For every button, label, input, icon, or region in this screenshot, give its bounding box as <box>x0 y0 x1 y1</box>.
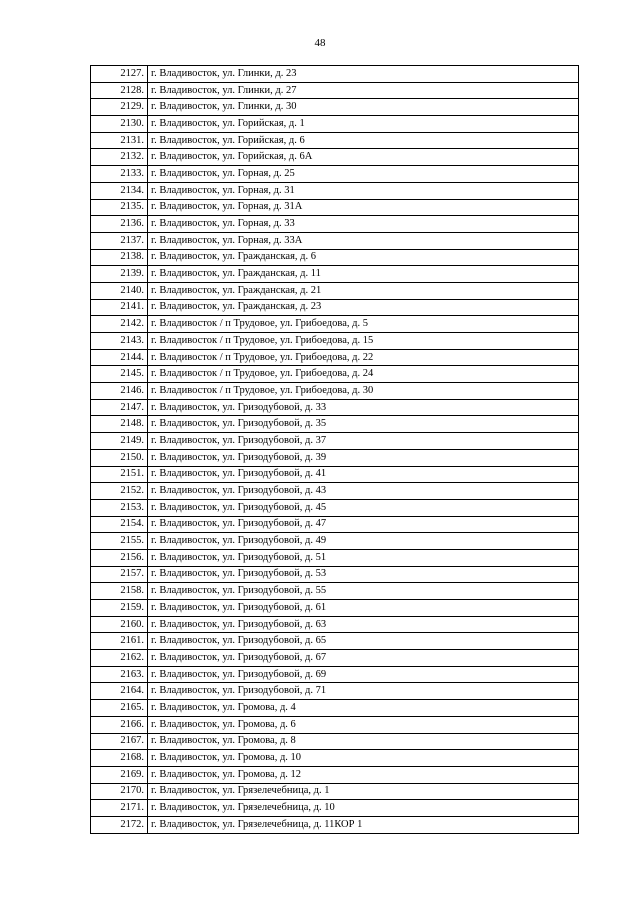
row-number: 2128. <box>91 82 148 99</box>
row-number: 2164. <box>91 683 148 700</box>
row-number: 2151. <box>91 466 148 483</box>
table-row <box>91 700 579 717</box>
table-row <box>91 249 579 266</box>
address-cell: г. Владивосток, ул. Горная, д. 31А <box>148 199 579 216</box>
table-row <box>91 366 579 383</box>
address-cell: г. Владивосток, ул. Гризодубовой, д. 65 <box>148 633 579 650</box>
row-number: 2153. <box>91 499 148 516</box>
address-cell: г. Владивосток, ул. Горная, д. 31 <box>148 182 579 199</box>
table-row <box>91 82 579 99</box>
table-row <box>91 232 579 249</box>
table-row <box>91 149 579 166</box>
address-cell: г. Владивосток, ул. Гризодубовой, д. 67 <box>148 650 579 667</box>
address-cell: г. Владивосток, ул. Горная, д. 33А <box>148 232 579 249</box>
address-cell: г. Владивосток, ул. Гражданская, д. 23 <box>148 299 579 316</box>
table-row <box>91 199 579 216</box>
row-number: 2136. <box>91 216 148 233</box>
row-number: 2129. <box>91 99 148 116</box>
table-row <box>91 600 579 617</box>
table-row <box>91 399 579 416</box>
table-row <box>91 466 579 483</box>
row-number: 2156. <box>91 549 148 566</box>
row-number: 2150. <box>91 449 148 466</box>
address-cell: г. Владивосток, ул. Гризодубовой, д. 41 <box>148 466 579 483</box>
address-cell: г. Владивосток / п Трудовое, ул. Грибоедова, д. 22 <box>148 349 579 366</box>
address-cell: г. Владивосток, ул. Грязелечебница, д. 11КОР 1 <box>148 816 579 833</box>
table-row <box>91 66 579 83</box>
table-row <box>91 783 579 800</box>
table-row <box>91 299 579 316</box>
table-row <box>91 633 579 650</box>
address-cell: г. Владивосток, ул. Гражданская, д. 11 <box>148 266 579 283</box>
address-cell: г. Владивосток, ул. Гризодубовой, д. 45 <box>148 499 579 516</box>
address-cell: г. Владивосток / п Трудовое, ул. Грибоедова, д. 15 <box>148 333 579 350</box>
row-number: 2168. <box>91 750 148 767</box>
row-number: 2142. <box>91 316 148 333</box>
address-cell: г. Владивосток, ул. Громова, д. 10 <box>148 750 579 767</box>
row-number: 2154. <box>91 516 148 533</box>
table-row <box>91 583 579 600</box>
table-row <box>91 316 579 333</box>
address-cell: г. Владивосток, ул. Горийская, д. 6А <box>148 149 579 166</box>
table-row <box>91 716 579 733</box>
table-row <box>91 433 579 450</box>
row-number: 2155. <box>91 533 148 550</box>
table-row <box>91 166 579 183</box>
row-number: 2138. <box>91 249 148 266</box>
table-row <box>91 549 579 566</box>
address-cell: г. Владивосток, ул. Гризодубовой, д. 55 <box>148 583 579 600</box>
row-number: 2139. <box>91 266 148 283</box>
row-number: 2169. <box>91 766 148 783</box>
address-cell: г. Владивосток, ул. Гризодубовой, д. 47 <box>148 516 579 533</box>
table-row <box>91 483 579 500</box>
row-number: 2134. <box>91 182 148 199</box>
table-row <box>91 216 579 233</box>
table-row <box>91 449 579 466</box>
row-number: 2152. <box>91 483 148 500</box>
address-cell: г. Владивосток, ул. Гражданская, д. 21 <box>148 282 579 299</box>
table-row <box>91 616 579 633</box>
address-cell: г. Владивосток, ул. Грязелечебница, д. 10 <box>148 800 579 817</box>
row-number: 2163. <box>91 666 148 683</box>
table-row <box>91 416 579 433</box>
address-cell: г. Владивосток, ул. Гризодубовой, д. 43 <box>148 483 579 500</box>
table-row <box>91 383 579 400</box>
address-cell: г. Владивосток, ул. Горийская, д. 1 <box>148 116 579 133</box>
row-number: 2137. <box>91 232 148 249</box>
address-cell: г. Владивосток, ул. Гризодубовой, д. 39 <box>148 449 579 466</box>
address-cell: г. Владивосток, ул. Громова, д. 12 <box>148 766 579 783</box>
table-row <box>91 766 579 783</box>
row-number: 2165. <box>91 700 148 717</box>
address-cell: г. Владивосток, ул. Грязелечебница, д. 1 <box>148 783 579 800</box>
address-cell: г. Владивосток, ул. Громова, д. 4 <box>148 700 579 717</box>
table-row <box>91 816 579 833</box>
row-number: 2159. <box>91 600 148 617</box>
row-number: 2140. <box>91 282 148 299</box>
table-row <box>91 533 579 550</box>
table-row <box>91 266 579 283</box>
address-cell: г. Владивосток, ул. Гризодубовой, д. 61 <box>148 600 579 617</box>
table-row <box>91 566 579 583</box>
address-cell: г. Владивосток, ул. Горная, д. 33 <box>148 216 579 233</box>
address-cell: г. Владивосток, ул. Громова, д. 8 <box>148 733 579 750</box>
row-number: 2144. <box>91 349 148 366</box>
row-number: 2158. <box>91 583 148 600</box>
address-cell: г. Владивосток / п Трудовое, ул. Грибоедова, д. 24 <box>148 366 579 383</box>
row-number: 2149. <box>91 433 148 450</box>
address-cell: г. Владивосток / п Трудовое, ул. Грибоедова, д. 5 <box>148 316 579 333</box>
address-cell: г. Владивосток, ул. Глинки, д. 23 <box>148 66 579 83</box>
address-cell: г. Владивосток, ул. Глинки, д. 27 <box>148 82 579 99</box>
table-row <box>91 99 579 116</box>
table-row <box>91 750 579 767</box>
address-cell: г. Владивосток, ул. Гризодубовой, д. 69 <box>148 666 579 683</box>
table-row <box>91 182 579 199</box>
address-cell: г. Владивосток, ул. Громова, д. 6 <box>148 716 579 733</box>
table-row <box>91 499 579 516</box>
row-number: 2146. <box>91 383 148 400</box>
row-number: 2166. <box>91 716 148 733</box>
row-number: 2167. <box>91 733 148 750</box>
address-cell: г. Владивосток, ул. Гризодубовой, д. 35 <box>148 416 579 433</box>
row-number: 2127. <box>91 66 148 83</box>
table-row <box>91 650 579 667</box>
row-number: 2170. <box>91 783 148 800</box>
address-cell: г. Владивосток, ул. Гризодубовой, д. 63 <box>148 616 579 633</box>
row-number: 2162. <box>91 650 148 667</box>
row-number: 2130. <box>91 116 148 133</box>
row-number: 2133. <box>91 166 148 183</box>
address-cell: г. Владивосток, ул. Горная, д. 25 <box>148 166 579 183</box>
address-table <box>90 65 579 834</box>
address-table-body <box>91 66 579 834</box>
table-row <box>91 282 579 299</box>
row-number: 2131. <box>91 132 148 149</box>
row-number: 2148. <box>91 416 148 433</box>
page-number: 48 <box>314 37 326 49</box>
row-number: 2161. <box>91 633 148 650</box>
row-number: 2145. <box>91 366 148 383</box>
address-cell: г. Владивосток, ул. Гризодубовой, д. 51 <box>148 549 579 566</box>
table-row <box>91 666 579 683</box>
row-number: 2147. <box>91 399 148 416</box>
row-number: 2135. <box>91 199 148 216</box>
table-row <box>91 733 579 750</box>
address-cell: г. Владивосток, ул. Гризодубовой, д. 53 <box>148 566 579 583</box>
table-row <box>91 132 579 149</box>
row-number: 2143. <box>91 333 148 350</box>
address-cell: г. Владивосток / п Трудовое, ул. Грибоедова, д. 30 <box>148 383 579 400</box>
row-number: 2172. <box>91 816 148 833</box>
address-cell: г. Владивосток, ул. Гризодубовой, д. 49 <box>148 533 579 550</box>
address-cell: г. Владивосток, ул. Гризодубовой, д. 37 <box>148 433 579 450</box>
table-row <box>91 116 579 133</box>
row-number: 2171. <box>91 800 148 817</box>
address-cell: г. Владивосток, ул. Гризодубовой, д. 71 <box>148 683 579 700</box>
row-number: 2132. <box>91 149 148 166</box>
table-row <box>91 333 579 350</box>
row-number: 2141. <box>91 299 148 316</box>
address-cell: г. Владивосток, ул. Глинки, д. 30 <box>148 99 579 116</box>
address-cell: г. Владивосток, ул. Гризодубовой, д. 33 <box>148 399 579 416</box>
table-row <box>91 349 579 366</box>
row-number: 2157. <box>91 566 148 583</box>
table-row <box>91 683 579 700</box>
table-row <box>91 800 579 817</box>
row-number: 2160. <box>91 616 148 633</box>
address-cell: г. Владивосток, ул. Горийская, д. 6 <box>148 132 579 149</box>
table-row <box>91 516 579 533</box>
address-cell: г. Владивосток, ул. Гражданская, д. 6 <box>148 249 579 266</box>
